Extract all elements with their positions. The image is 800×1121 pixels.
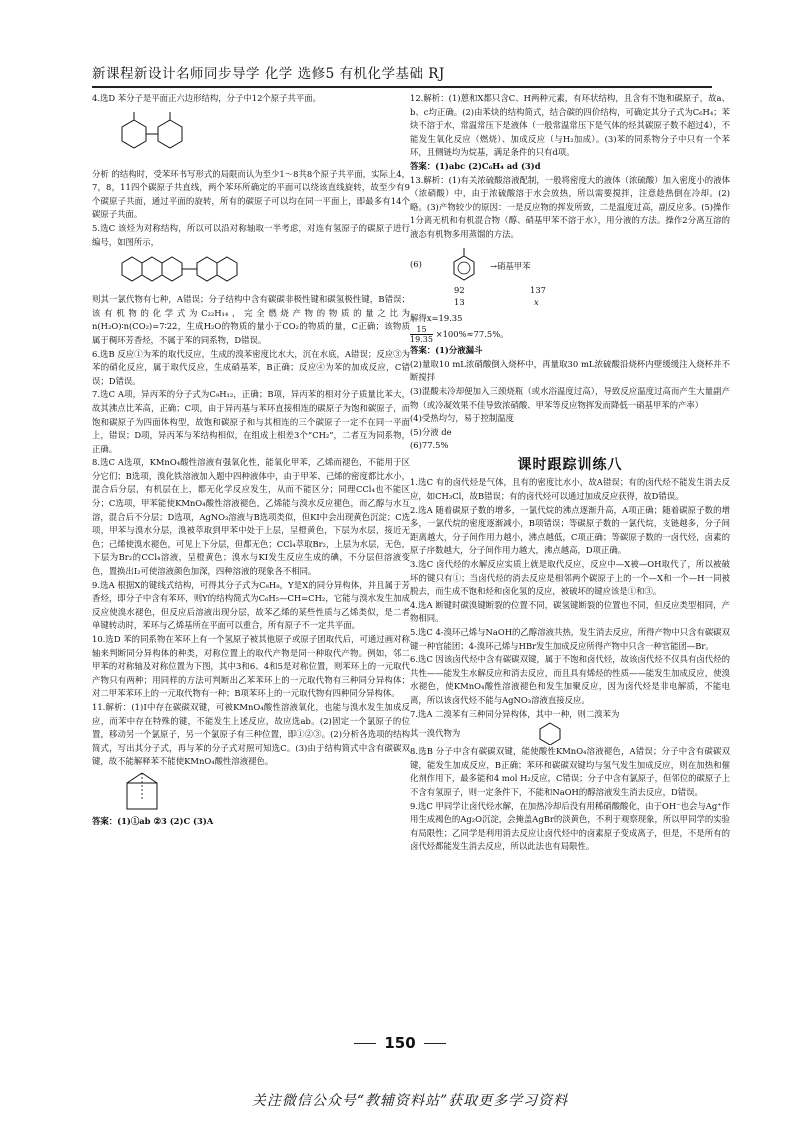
reaction-scheme — [410, 246, 730, 308]
scheme-arrow-text: →硝基甲苯 — [490, 260, 531, 271]
p3-text: 3.选C 卤代烃的水解反应实质上就是取代反应，反应中—X被—OH取代了，所以被破坏的键只有①；当卤代烃的消去反应是相邻两个碳原子上的一个—X和一个—H一同被脱去，而生成不饱和烃和卤化氢的反应，被破坏的键应该是①和③。 — [410, 559, 730, 597]
p7-text: 7.选A 二溴苯有三种同分异构体，其中一种，则二溴苯为 — [410, 708, 620, 719]
q11-text: 11.解析：(1)Ⅰ中存在碳碳双键，可被KMnO₄酸性溶液氧化，也能与溴水发生加成反应，而苯中存在特殊的键，不能发生上述反应，故应选ab。(2)固定一个氯原子的位置，移动另一个氯原子，另一个氯原子有三种位置，即①②③。(2)分析各选项的结构简式，写出其分子式，再与苯的分子式对照可知选C。(3)由于结构简式中含有碳碳双键，故不能解释苯不能使KMnO₄酸性溶液褪色。 — [92, 701, 410, 767]
q13-answer-3: (3)混酸未冷却便加入三颈烧瓶（或水浴温度过高），导致反应温度过高而产生大量副产物（或冷凝效果不佳导致浓硝酸、甲苯等反应物挥发而降低一硝基甲苯的产率） — [410, 385, 730, 410]
p4-text: 4.选A 断键时碳溴键断裂的位置不同，碳氢键断裂的位置也不同，但反应类型相同，产物相同。 — [410, 599, 730, 624]
q6-text: 6.选B 反应①为苯的取代反应，生成的溴苯密度比水大，沉在水底，A错误；反应③为苯的硝化反应，属于取代反应，生成硝基苯，B正确；反应④为苯的加成反应，C错误；D错误。 — [92, 348, 410, 386]
q13-answer-2: (2)量取10 mL浓硝酸倒入烧杯中，再量取30 mL浓硫酸沿烧杯内壁缓缓注入烧杯并不断搅拌 — [410, 358, 730, 383]
scheme-label: (6) — [410, 258, 422, 269]
footer-text: 关注微信公众号“教辅资料站”获取更多学习资料 — [251, 1093, 569, 1109]
dibromobenzene-structures — [410, 721, 730, 745]
p5-text: 5.选C 4-溴环己烯与NaOH的乙醇溶液共热，发生消去反应，所得产物中只含有碳碳双键一种官能团；4-溴环己烯与HBr发生加成反应所得产物中只含一种官能团—Br。 — [410, 627, 730, 651]
right-column — [410, 92, 730, 854]
scheme-num-137: 137 — [530, 284, 546, 295]
q5-text: 5.选C 该烃为对称结构，所以可以沿对称轴取一半考虑，对连有氢原子的碳原子进行编号，如图所示， — [92, 222, 410, 247]
yield-result: ×100%≈77.5%。 — [435, 329, 509, 340]
page-header — [92, 60, 712, 88]
fraction-numerator: 15 — [410, 325, 433, 335]
yield-fraction — [410, 325, 433, 344]
q13-answer-4: (4)受热均匀，易于控制温度 — [410, 413, 514, 424]
q10-text: 10.选D 苯的同系物在苯环上有一个氢原子被其他原子或原子团取代后，可通过画对称轴来判断同分异构体的种类，对称位置上的取代产物是同一种取代产物。例如，邻二甲苯的对称轴及对称位置为下图，其中3和6、4和5是对称位置，则苯环上的一元取代产物只有两种；用同样的方法可判断出乙苯苯环上的一元取代物有三种同分异构体；对二甲苯苯环上的一元取代物有一种；B项苯环上的一元取代物有四种同分异构体。 — [92, 634, 410, 699]
q11-answer: 答案：(1)①ab ②3 (2)C (3)A — [92, 815, 214, 826]
q9-text: 9.选A 根据X的键线式结构，可得其分子式为C₈H₈，Y是X的同分异构体，并且属于芳香烃，即分子中含有苯环，则Y的结构简式为C₆H₅—CH=CH₂，它能与溴水发生加成反应使溴水褪色，但反应后溶液出现分层，故苯乙烯的某些性质与乙烯类似，是二者单键转动时，苯环与乙烯基所在平面可以重合，所有原子不一定共平面。 — [92, 579, 410, 631]
q13-answer-5: (5)分液 de — [410, 426, 452, 437]
prism-structure — [112, 771, 182, 813]
p1-text: 1.选C 有的卤代烃是气体，且有的密度比水小，故A错误；有的卤代烃不能发生消去反应，如CH₃Cl，故B错误；有的卤代烃可以通过加成反应获得，故D错误。 — [410, 477, 730, 502]
q8-text: 8.选C A选项，KMnO₄酸性溶液有强氧化性，能氧化甲苯，乙烯而褪色，不能用于区分它们；B选项，溴化铁溶液加入题中四种液体中，由于甲苯、己烯的密度都比水小，混合后分层，有机层在上，都无化学反应发生，从而不能区分；同理CCl₄也不能区分；C选项，甲苯能使KMnO₄酸性溶液褪色，乙烯能与溴水反应褪色，而乙醇与水互溶，混合后不分层；D选项，AgNO₃溶液与B选项类似，但KI中会出现黄色沉淀；C选项，甲苯与溴水分层，溴被萃取到甲苯中处于上层，呈橙黄色，下层为水层，接近无色；己烯使溴水褪色，可见上下分层，但都无色；CCl₄萃取Br₂，上层为水层，无色，下层为Br₂的CCl₄溶液，呈橙黄色；溴水与KI发生反应生成的碘，不分层但溶液变色，置换出I₂可使溶液颜色加深，四种溶液的现象各不相同。 — [92, 457, 410, 577]
fused-ring-structure — [112, 251, 262, 291]
section-title: 课时跟踪训练八 — [517, 456, 623, 473]
left-column — [92, 92, 410, 829]
q13-text: 13.解析：(1)有关浓硫酸溶液配制，一般将密度大的液体（浓硫酸）加入密度小的液体（浓硝酸）中，由于浓硫酸溶于水会放热，所以需要搅拌，注意趁热倒在冷却。(2)略。(3)产物较少的原因：一是反应物的挥发所致，二是温度过高，副反应多。(5)操作1分离无机和有机混合物（醇、硝基甲苯不溶于水），用分液的方法。操作2分离互溶的液态有机物多用蒸馏的方法。 — [410, 174, 730, 239]
p2-text: 2.选A 随着碳原子数的增多，一氯代烷的沸点逐渐升高，A项正确；随着碳原子数的增多，一氯代烷的密度逐渐减小，B项错误；等碳原子数的一氯代烷，支链越多，分子间距离越大，分子间作用力越小，沸点越低，C项正确；等碳原子数的一卤代烃，卤素的原子序数越大，分子间作用力越大，沸点越高，D项正确。 — [410, 504, 730, 556]
q5-analysis: 则其一氯代物有七种，A错误；分子结构中含有碳碳非极性键和碳氢极性键，B错误；该有机物的化学式为C₂₂H₁₄，完全燃烧产物的物质的量之比为n(H₂O)∶n(CO₂)=7∶22，生成H₂O的物质的量小于CO₂的物质的量，C正确；该物质属于稠环芳香烃，不属于苯的同系物，D错误。 — [92, 294, 410, 345]
p8-text: 8.选B 分子中含有碳碳双键，能使酸性KMnO₄溶液褪色，A错误；分子中含有碳碳双键，能发生加成反应，B正确；苯环和碳碳双键均与氢气发生加成反应，则在加热和催化剂作用下，最多能和4 mol H₂反应，C错误；分子中含有氯原子，但邻位的碳原子上不含有氢原子，则一定条件下，不能和NaOH的醇溶液发生消去反应，D错误。 — [410, 746, 730, 797]
q7-text: 7.选C A项，异丙苯的分子式为C₉H₁₂，正确；B项，异丙苯的相对分子质量比苯大，故其沸点比苯高，正确；C项，由于异丙基与苯环直接相连的碳原子为饱和碳原子，而饱和碳原子为四面体构型，故饱和碳原子和与其相连的三个碳原子一定不在同一平面上，错误；D项，异丙苯与苯结构相似，在组成上相差3个“CH₂”，二者互为同系物，正确。 — [92, 389, 410, 454]
q13-answer-1: 答案：(1)分液漏斗 — [410, 345, 483, 356]
p7-monobromo-text: 其一溴代物为 — [410, 728, 461, 739]
scheme-num-13: 13 — [454, 296, 465, 307]
bromobenzene-structure — [520, 721, 580, 745]
q13-answer-6: (6)77.5% — [410, 440, 449, 451]
q13-solve: 解得x=19.35 — [410, 312, 463, 323]
fraction-denominator: 19.35 — [410, 335, 433, 345]
yield-calc — [410, 325, 730, 344]
scheme-x: x — [534, 296, 539, 307]
p6-text: 6.选C 因该卤代烃中含有碳碳双键，属于不饱和卤代烃，故该卤代烃不仅具有卤代烃的共性——能发生水解反应和消去反应，而且具有烯烃的性质——能发生加成反应，使溴水褪色，使KMnO₄酸性溶液褪色和发生加聚反应，因为卤代烃是非电解质，不能电离，所以该卤代烃不能与AgNO₃溶液直接反应。 — [410, 654, 730, 705]
q4-analysis: 分析 的结构时，受苯环书写形式的局限而认为至少1～8共8个原子共平面，实际上4，7，8，11四个碳原子共直线，两个苯环所确定的平面可以绕该直线旋转，故至少有9个碳原子共面，通过平面的旋转，所有的碳原子可以均在同一平面上，即最多有14个碳原子共面。 — [92, 168, 410, 220]
q12-text: 12.解析：(1)蒽和X都只含C、H两种元素，有环状结构，且含有不饱和碳原子，故a、b、c均正确。(2)由苯炔的结构简式，结合碳的四价结构，可确定其分子式为C₆H₄；苯炔不溶于水，常温常压下是液体（一般常温常压下是气体的烃其碳原子数不超过4），不能发生氧化反应（燃烧）、加成反应（与H₂加成）。(3)苯的同系物分子中只有一个苯环，且侧链均为烷基，满足条件的只有d项。 — [410, 93, 730, 158]
q12-answer: 答案：(1)abc (2)C₆H₄ ad (3)d — [410, 160, 541, 171]
p9-text: 9.选C 甲同学让卤代烃水解，在加热冷却后没有用稀硝酸酸化，由于OH⁻也会与Ag⁺作用生成褐色的Ag₂O沉淀，会掩盖AgBr的淡黄色，不利于观察现象，所以甲同学的实验有局限性；乙同学是利用消去反应让卤代烃中的卤素原子变成离子，但是，不是所有的卤代烃都能发生消去反应，所以此法也有局限性。 — [410, 800, 730, 852]
toluene-structure — [444, 246, 484, 282]
page-number: 150 — [340, 1034, 460, 1052]
biphenyl-structure — [112, 108, 222, 166]
header-title: 新课程新设计名师同步导学 化学 选修5 有机化学基础 RJ — [92, 66, 445, 82]
scheme-num-92: 92 — [454, 284, 465, 295]
q4-text: 4.选D 苯分子是平面正六边形结构，分子中12个原子共平面。 — [92, 93, 322, 103]
